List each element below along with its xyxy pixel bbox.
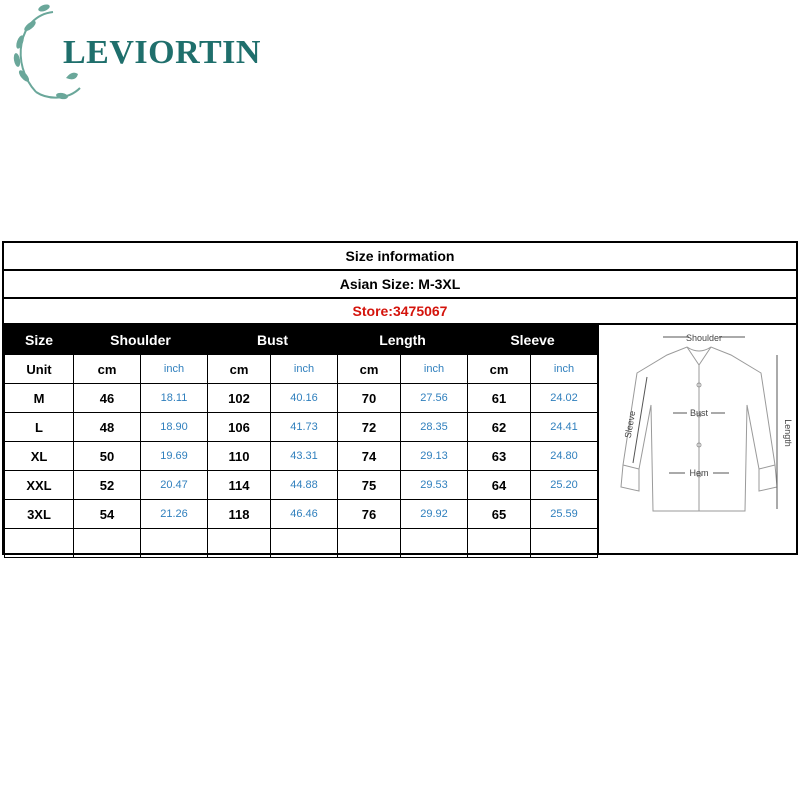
empty-cell xyxy=(271,529,338,558)
brand-logo xyxy=(8,4,278,104)
cm-value-cell: 76 xyxy=(338,500,401,529)
cm-value-cell: 46 xyxy=(74,384,141,413)
table-row xyxy=(5,384,598,413)
cm-value-cell: 62 xyxy=(468,413,531,442)
cm-value-cell: 118 xyxy=(208,500,271,529)
cm-value-cell: 64 xyxy=(468,471,531,500)
cm-value-cell: 61 xyxy=(468,384,531,413)
unit-inch: inch xyxy=(401,355,468,384)
table-row xyxy=(5,442,598,471)
size-header: Size xyxy=(5,326,74,355)
size-table xyxy=(4,325,598,558)
inch-value-cell: 27.56 xyxy=(401,384,468,413)
inch-value-cell: 20.47 xyxy=(141,471,208,500)
cm-value-cell: 65 xyxy=(468,500,531,529)
cm-value-cell: 74 xyxy=(338,442,401,471)
inch-value-cell: 44.88 xyxy=(271,471,338,500)
cm-value-cell: 54 xyxy=(74,500,141,529)
sleeve-diagram-label: Sleeve xyxy=(622,410,638,439)
asian-size-label: Asian Size: M-3XL xyxy=(2,269,798,297)
cm-value-cell: 102 xyxy=(208,384,271,413)
size-cell: L xyxy=(5,413,74,442)
empty-cell xyxy=(5,529,74,558)
size-chart xyxy=(2,241,798,555)
hem-diagram-label: Hem xyxy=(689,468,709,478)
size-cell: 3XL xyxy=(5,500,74,529)
empty-cell xyxy=(74,529,141,558)
cm-value-cell: 50 xyxy=(74,442,141,471)
shoulder-diagram-label: Shoulder xyxy=(686,333,723,343)
brand-name: LEVIORTIN xyxy=(63,34,261,71)
inch-value-cell: 18.11 xyxy=(141,384,208,413)
empty-cell xyxy=(401,529,468,558)
inch-value-cell: 25.59 xyxy=(531,500,598,529)
header-row xyxy=(5,326,598,355)
inch-value-cell: 46.46 xyxy=(271,500,338,529)
cm-value-cell: 72 xyxy=(338,413,401,442)
cm-value-cell: 52 xyxy=(74,471,141,500)
size-cell: XL xyxy=(5,442,74,471)
store-label: Store:3475067 xyxy=(2,297,798,325)
inch-value-cell: 24.02 xyxy=(531,384,598,413)
size-cell: XXL xyxy=(5,471,74,500)
bust-header: Bust xyxy=(208,326,338,355)
inch-value-cell: 43.31 xyxy=(271,442,338,471)
table-row xyxy=(5,471,598,500)
unit-cm: cm xyxy=(208,355,271,384)
length-diagram-label: Length xyxy=(783,419,794,447)
unit-inch: inch xyxy=(141,355,208,384)
empty-cell xyxy=(468,529,531,558)
inch-value-cell: 21.26 xyxy=(141,500,208,529)
inch-value-cell: 41.73 xyxy=(271,413,338,442)
inch-value-cell: 29.53 xyxy=(401,471,468,500)
size-cell: M xyxy=(5,384,74,413)
unit-inch: inch xyxy=(531,355,598,384)
shirt-diagram xyxy=(598,325,796,553)
empty-cell xyxy=(208,529,271,558)
cm-value-cell: 70 xyxy=(338,384,401,413)
inch-value-cell: 40.16 xyxy=(271,384,338,413)
size-grid xyxy=(2,325,798,555)
empty-cell xyxy=(531,529,598,558)
unit-cm: cm xyxy=(338,355,401,384)
inch-value-cell: 25.20 xyxy=(531,471,598,500)
bust-diagram-label: Bust xyxy=(690,408,709,418)
table-row xyxy=(5,413,598,442)
shirt-measurement-icon xyxy=(599,325,800,553)
inch-value-cell: 29.13 xyxy=(401,442,468,471)
length-header: Length xyxy=(338,326,468,355)
unit-row xyxy=(5,355,598,384)
unit-cm: cm xyxy=(74,355,141,384)
size-info-title: Size information xyxy=(2,241,798,269)
cm-value-cell: 75 xyxy=(338,471,401,500)
unit-label: Unit xyxy=(5,355,74,384)
cm-value-cell: 48 xyxy=(74,413,141,442)
inch-value-cell: 28.35 xyxy=(401,413,468,442)
sleeve-header: Sleeve xyxy=(468,326,598,355)
cm-value-cell: 106 xyxy=(208,413,271,442)
inch-value-cell: 18.90 xyxy=(141,413,208,442)
cm-value-cell: 114 xyxy=(208,471,271,500)
empty-row xyxy=(5,529,598,558)
table-row xyxy=(5,500,598,529)
cm-value-cell: 63 xyxy=(468,442,531,471)
inch-value-cell: 19.69 xyxy=(141,442,208,471)
empty-cell xyxy=(338,529,401,558)
unit-inch: inch xyxy=(271,355,338,384)
inch-value-cell: 24.41 xyxy=(531,413,598,442)
inch-value-cell: 24.80 xyxy=(531,442,598,471)
inch-value-cell: 29.92 xyxy=(401,500,468,529)
empty-cell xyxy=(141,529,208,558)
unit-cm: cm xyxy=(468,355,531,384)
shoulder-header: Shoulder xyxy=(74,326,208,355)
cm-value-cell: 110 xyxy=(208,442,271,471)
